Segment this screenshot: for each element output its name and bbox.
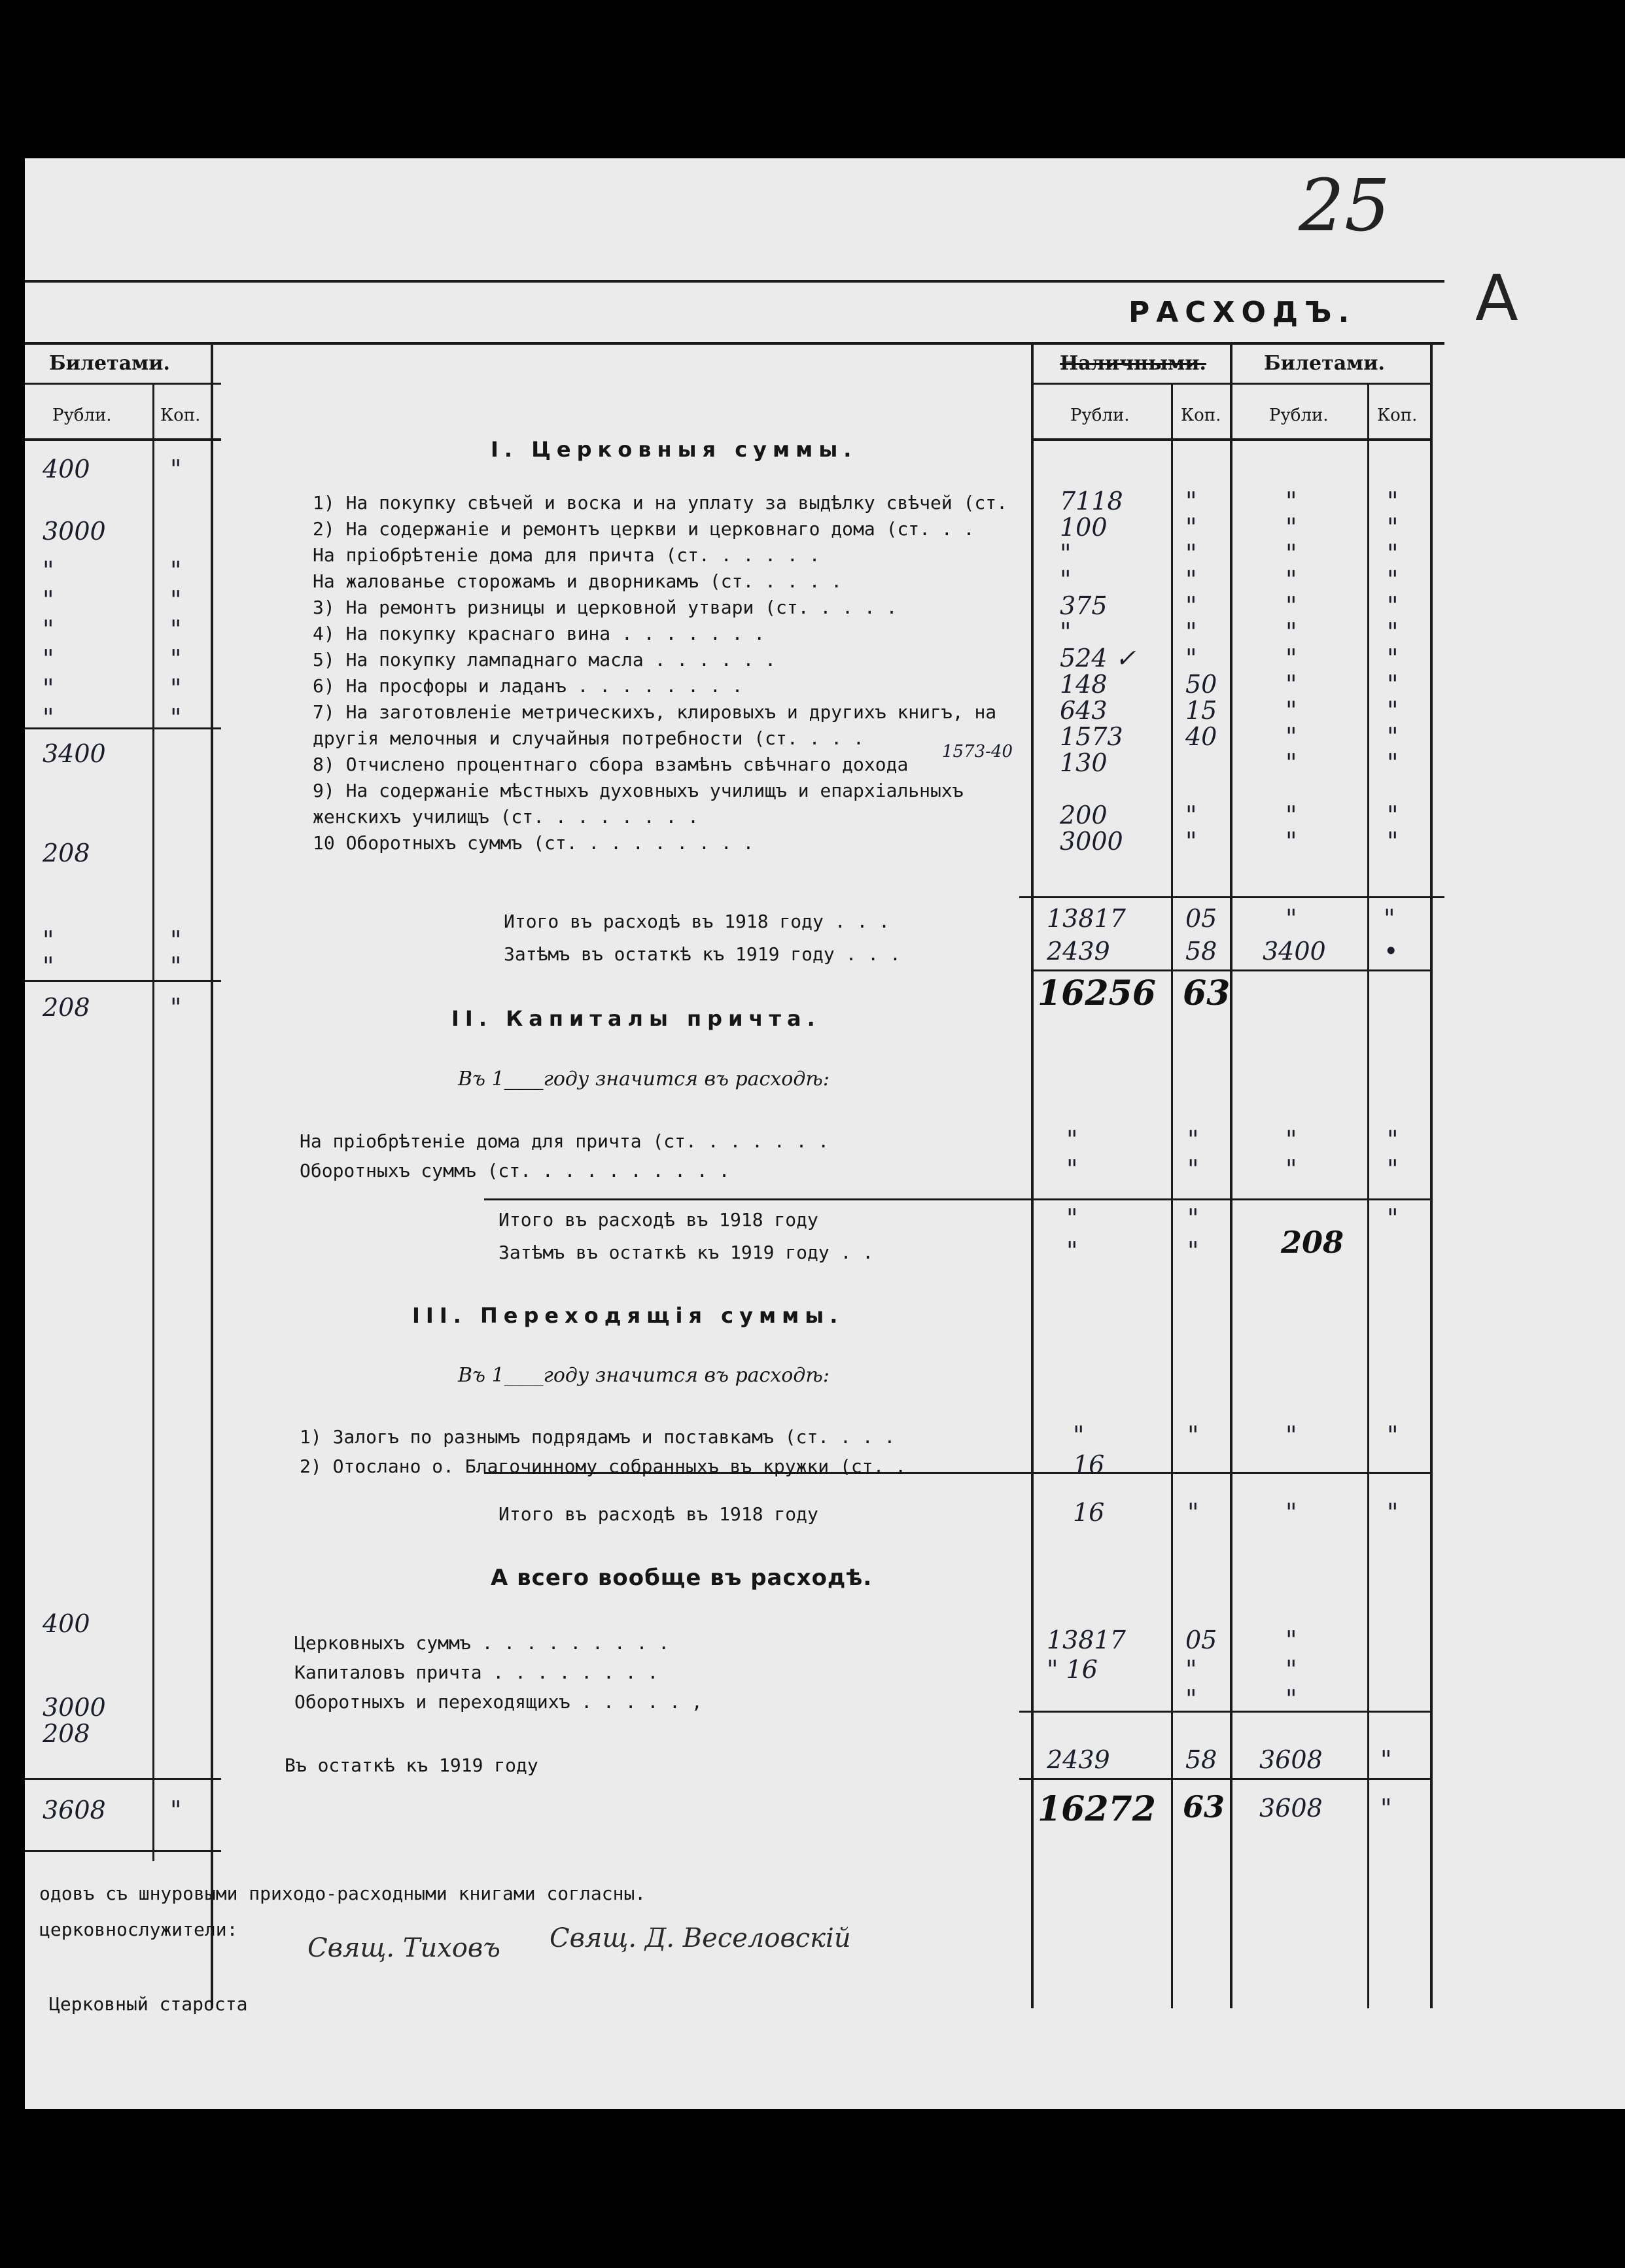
section3-total-tickets-kop: " — [1387, 1498, 1399, 1527]
section1-rest-cash-rub: 2439 — [1047, 937, 1110, 966]
section1-item-tickets-rub: " — [1285, 539, 1297, 568]
section3-item-tickets-kop: " — [1387, 1421, 1399, 1450]
section3-total-cash-rub: 16 — [1073, 1498, 1105, 1527]
section1-sum-rule — [1031, 969, 1430, 971]
left-kop-value: " — [170, 926, 182, 954]
overall-item-cash-kop: 05 — [1185, 1626, 1217, 1654]
section3-intro: Въ 1____году значится въ расходѣ: — [458, 1364, 830, 1387]
section1-item-cash-kop: " — [1185, 591, 1197, 620]
section1-item-text: 7) На заготовленіе метрическихъ, клировыхъ и другихъ книгъ, на — [313, 701, 997, 723]
section2-title: II. Капиталы причта. — [451, 1006, 821, 1031]
section1-item-text: 6) На просфоры и ладанъ . . . . . . . . — [313, 675, 743, 697]
overall-item-text: Оборотныхъ и переходящихъ . . . . . , — [294, 1691, 703, 1713]
left-kop-value: " — [170, 455, 182, 483]
section2-item-cash-kop: " — [1187, 1125, 1199, 1154]
section1-item-tickets-rub: " — [1285, 696, 1297, 725]
cash-column-left-border — [1031, 342, 1034, 2008]
overall-rest-tickets-rub: 3608 — [1259, 1745, 1323, 1774]
section2-total-rule — [484, 1198, 1430, 1200]
section1-item-tickets-kop: " — [1387, 696, 1399, 725]
left-section1-rule — [25, 980, 221, 982]
section2-item-tickets-kop: " — [1387, 1155, 1399, 1183]
cash-header: Наличными. — [1060, 352, 1206, 375]
left-grand-rule — [25, 1850, 221, 1852]
left-rub-value: 3000 — [43, 517, 106, 546]
section2-item-cash-kop: " — [1187, 1155, 1199, 1183]
section1-item-cash-kop: " — [1185, 827, 1197, 856]
section1-item-tickets-kop: " — [1387, 644, 1399, 672]
section1-rest-tickets-rub: 3400 — [1263, 937, 1326, 966]
left-rub-value: " — [43, 703, 54, 732]
left-rub-header: Рубли. — [52, 406, 112, 425]
left-group-header: Билетами. — [49, 352, 170, 375]
section1-item-text: 1) На покупку свѣчей и воска и на уплату за выдѣлку свѣчей (ст. — [313, 492, 1008, 514]
section1-sum-rub: 16256 — [1038, 973, 1156, 1013]
section1-item-cash-kop: " — [1185, 487, 1197, 515]
cash-rub-header: Рубли. — [1070, 406, 1130, 425]
left-rub-value: " — [43, 674, 54, 703]
section1-item-text: 10 Оборотныхъ суммъ (ст. . . . . . . . . — [313, 832, 754, 854]
overall-item-tickets-rub: " — [1285, 1655, 1297, 1684]
left-header-rule — [25, 438, 221, 441]
page-number: 25 — [1299, 164, 1390, 247]
left-rub-value: 3608 — [43, 1796, 106, 1824]
overall-item-cash-kop: " — [1185, 1655, 1197, 1684]
tickets-rub-header: Рубли. — [1269, 406, 1329, 425]
section1-item-tickets-rub: " — [1285, 644, 1297, 672]
overall-rest-tickets-kop: " — [1380, 1745, 1392, 1774]
section1-item-cash-rub: 130 — [1060, 748, 1108, 777]
section1-item-cash-kop: " — [1185, 565, 1197, 594]
overall-item-cash-rub: 13817 — [1047, 1626, 1126, 1654]
section1-item-cash-kop: 40 — [1185, 722, 1217, 751]
section1-item-tickets-rub: " — [1285, 513, 1297, 542]
section1-item-cash-rub: " — [1060, 565, 1072, 594]
section1-item-cash-kop: " — [1185, 618, 1197, 646]
tickets-kop-border — [1367, 383, 1369, 2008]
section2-intro: Въ 1____году значится въ расходѣ: — [458, 1068, 830, 1090]
signature-1: Свящ. Тиховъ — [307, 1933, 500, 1963]
left-rub-value: 400 — [43, 1609, 90, 1638]
section1-item-tickets-rub: " — [1285, 670, 1297, 699]
left-rub-value: " — [43, 644, 54, 673]
left-mid-rule — [25, 727, 221, 729]
overall-item-cash-kop: " — [1185, 1684, 1197, 1713]
section1-item-cash-kop: 50 — [1185, 670, 1217, 699]
section3-item-cash-rub: 16 — [1073, 1450, 1105, 1479]
section1-item-text: женскихъ училищъ (ст. . . . . . . . — [313, 806, 699, 828]
section1-item-text: 2) На содержаніе и ремонтъ церкви и церковнаго дома (ст. . . — [313, 518, 975, 540]
section3-title: III. Переходящія суммы. — [412, 1303, 844, 1328]
section1-item-tickets-rub: " — [1285, 827, 1297, 856]
section2-total-label: Итого въ расходѣ въ 1918 году — [498, 1209, 818, 1230]
section1-item-tickets-kop: " — [1387, 748, 1399, 777]
section3-item-text: 1) Залогъ по разнымъ подрядамъ и поставкамъ (ст. . . . — [300, 1426, 896, 1448]
section2-item-cash-rub: " — [1066, 1125, 1078, 1154]
section1-item-cash-rub: 7118 — [1060, 487, 1123, 515]
section1-item-tickets-rub: " — [1285, 722, 1297, 751]
section2-item-text: Оборотныхъ суммъ (ст. . . . . . . . . . — [300, 1160, 730, 1181]
section1-total-tickets-kop: " — [1384, 904, 1395, 933]
section2-total-cash-kop: " — [1187, 1204, 1199, 1232]
section1-item-text: На пріобрѣтеніе дома для причта (ст. . . . . . — [313, 544, 820, 566]
left-rub-value: 3400 — [43, 739, 106, 768]
left-kop-header: Коп. — [160, 406, 201, 425]
overall-title: А всего вообще въ расходѣ. — [491, 1565, 873, 1591]
grand-total-cash-rub: 16272 — [1038, 1789, 1156, 1829]
section1-item-tickets-rub: " — [1285, 801, 1297, 829]
section1-total-cash-rub: 13817 — [1047, 904, 1126, 933]
section3-total-tickets-rub: " — [1285, 1498, 1297, 1527]
section2-rest-cash-kop: " — [1187, 1236, 1199, 1265]
section1-item-tickets-rub: " — [1285, 618, 1297, 646]
section1-item-text: 9) На содержаніе мѣстныхъ духовныхъ училищъ и епархіальныхъ — [313, 780, 964, 801]
section1-item-text: На жалованье сторожамъ и дворникамъ (ст. . . . . — [313, 570, 843, 592]
section1-item-tickets-kop: " — [1387, 827, 1399, 856]
section1-total-label: Итого въ расходѣ въ 1918 году . . . — [504, 911, 890, 932]
overall-rest-cash-rub: 2439 — [1047, 1745, 1110, 1774]
section1-item-cash-kop: 15 — [1185, 696, 1217, 725]
overall-rule — [1019, 1711, 1431, 1713]
section3-item-cash-kop: " — [1187, 1421, 1199, 1450]
section1-item-cash-kop: " — [1185, 513, 1197, 542]
overall-item-text: Капиталовъ причта . . . . . . . . — [294, 1662, 659, 1683]
section2-rest-cash-rub: " — [1066, 1236, 1078, 1265]
section1-item-cash-kop: " — [1185, 539, 1197, 568]
overall-rest-cash-kop: 58 — [1185, 1745, 1217, 1774]
section1-item-cash-rub: 643 — [1060, 696, 1108, 725]
section1-total-rule — [1019, 896, 1444, 898]
section1-total-tickets-rub: " — [1285, 904, 1297, 933]
section1-item-cash-rub: " — [1060, 539, 1072, 568]
left-rub-value: 400 — [43, 455, 90, 483]
section1-item-tickets-rub: " — [1285, 565, 1297, 594]
section2-item-cash-rub: " — [1066, 1155, 1078, 1183]
left-kop-value: " — [170, 674, 182, 703]
section1-item-text: 5) На покупку лампаднаго масла . . . . . . — [313, 649, 777, 671]
left-rub-value: 3000 — [43, 1693, 106, 1722]
section1-item-cash-rub: 148 — [1060, 670, 1108, 699]
left-rub-value: " — [43, 926, 54, 954]
section3-item-tickets-rub: " — [1285, 1421, 1297, 1450]
left-kop-border — [152, 383, 154, 1861]
overall-rest-rule — [1019, 1778, 1431, 1780]
section1-sum-kop: 63 — [1183, 973, 1231, 1013]
section2-rest-label: Затѣмъ въ остаткѣ къ 1919 году . . — [498, 1242, 874, 1263]
page-title: РАСХОДЪ. — [1128, 296, 1356, 329]
section1-item-cash-rub: 375 — [1060, 591, 1108, 620]
section2-total-tickets-kop: " — [1387, 1204, 1399, 1232]
left-kop-value: " — [170, 703, 182, 732]
section2-total-cash-rub: " — [1066, 1204, 1078, 1232]
left-kop-value: " — [170, 1796, 182, 1824]
overall-item-tickets-rub: " — [1285, 1684, 1297, 1713]
section2-item-tickets-rub: " — [1285, 1125, 1297, 1154]
section1-item-tickets-kop: " — [1387, 487, 1399, 515]
section1-item-tickets-kop: " — [1387, 565, 1399, 594]
left-kop-value: " — [170, 615, 182, 644]
footer-elder-label: Церковный староста — [49, 1993, 248, 2015]
section1-item-text: 4) На покупку краснаго вина . . . . . . . — [313, 623, 765, 644]
overall-item-tickets-rub: " — [1285, 1626, 1297, 1654]
section3-item-text: 2) Отослано о. Благочинному собранныхъ въ кружки (ст. . — [300, 1456, 907, 1477]
section1-item-text: 8) Отчислено процентнаго сбора взамѣнъ свѣчнаго дохода — [313, 754, 909, 775]
section1-item-cash-rub: 200 — [1060, 801, 1108, 829]
footer-clergy-label: церковнослужители: — [39, 1919, 238, 1940]
section3-total-cash-kop: " — [1187, 1498, 1199, 1527]
left-kop-value: " — [170, 952, 182, 981]
section2-item-tickets-kop: " — [1387, 1125, 1399, 1154]
section1-rest-tickets-kop: • — [1384, 937, 1399, 966]
section1-total-cash-kop: 05 — [1185, 904, 1217, 933]
tickets-header: Билетами. — [1264, 352, 1385, 375]
section1-rest-cash-kop: 58 — [1185, 937, 1217, 966]
section1-item-cash-rub: " — [1060, 618, 1072, 646]
signature-2: Свящ. Д. Веселовскій — [550, 1923, 851, 1953]
footer-certification: одовъ съ шнуровыми приходо-расходными книгами согласны. — [39, 1883, 646, 1904]
section1-rest-label: Затѣмъ въ остаткѣ къ 1919 году . . . — [504, 943, 901, 965]
section1-item-tickets-rub: " — [1285, 487, 1297, 515]
overall-item-text: Церковныхъ суммъ . . . . . . . . . — [294, 1632, 670, 1654]
left-kop-value: " — [170, 993, 182, 1022]
section3-total-label: Итого въ расходѣ въ 1918 году — [498, 1503, 818, 1525]
left-rub-value: " — [43, 585, 54, 614]
section1-item-cash-rub: 3000 — [1060, 827, 1123, 856]
right-border — [1430, 342, 1433, 2008]
cash-kop-header: Коп. — [1181, 406, 1221, 425]
corner-mark: А — [1475, 262, 1518, 335]
grand-total-cash-kop: 63 — [1183, 1789, 1225, 1824]
left-kop-value: " — [170, 556, 182, 585]
section1-item-text: 3) На ремонтъ ризницы и церковной утвари (ст. . . . . — [313, 597, 898, 618]
top-rule — [25, 280, 1444, 283]
left-rub-value: " — [43, 556, 54, 585]
tickets-column-left-border — [1230, 342, 1232, 2008]
section1-item-cash-rub: 100 — [1060, 513, 1108, 542]
left-total-rule — [25, 1778, 221, 1780]
left-column-border — [211, 342, 213, 2008]
section1-item-tickets-kop: " — [1387, 591, 1399, 620]
cash-kop-border — [1171, 383, 1173, 2008]
left-kop-value: " — [170, 585, 182, 614]
section1-item-cash-kop: " — [1185, 801, 1197, 829]
left-rub-value: " — [43, 615, 54, 644]
section1-item-text: другія мелочныя и случайныя потребности (ст. . . . — [313, 727, 864, 749]
section1-item-tickets-kop: " — [1387, 539, 1399, 568]
section1-item-note: 1573-40 — [942, 742, 1013, 761]
section2-item-text: На пріобрѣтеніе дома для причта (ст. . . . . . . — [300, 1130, 830, 1152]
section1-item-tickets-kop: " — [1387, 670, 1399, 699]
section3-item-cash-rub: " — [1073, 1421, 1085, 1450]
section1-item-tickets-kop: " — [1387, 722, 1399, 751]
overall-rest-label: Въ остаткѣ къ 1919 году — [285, 1754, 538, 1776]
section1-item-cash-rub: 524 ✓ — [1060, 644, 1136, 672]
section2-item-tickets-rub: " — [1285, 1155, 1297, 1183]
overall-item-cash-rub: " 16 — [1047, 1655, 1098, 1684]
left-rub-value: 208 — [43, 839, 90, 867]
section2-rest-tickets-rub: 208 — [1281, 1225, 1344, 1260]
tickets-kop-header: Коп. — [1377, 406, 1418, 425]
section1-item-cash-kop: " — [1185, 644, 1197, 672]
grand-total-tickets-rub: 3608 — [1259, 1794, 1323, 1823]
left-rub-value: 208 — [43, 1719, 90, 1748]
left-rub-value: 208 — [43, 993, 90, 1022]
section1-item-tickets-kop: " — [1387, 801, 1399, 829]
section1-item-tickets-rub: " — [1285, 748, 1297, 777]
left-rub-value: " — [43, 952, 54, 981]
section1-item-cash-rub: 1573 — [1060, 722, 1123, 751]
section1-item-tickets-kop: " — [1387, 513, 1399, 542]
left-subheader-rule — [25, 383, 221, 385]
section1-title: I. Церковныя суммы. — [491, 437, 858, 462]
section1-item-tickets-rub: " — [1285, 591, 1297, 620]
section1-item-tickets-kop: " — [1387, 618, 1399, 646]
grand-total-tickets-kop: " — [1380, 1794, 1392, 1823]
left-kop-value: " — [170, 644, 182, 673]
